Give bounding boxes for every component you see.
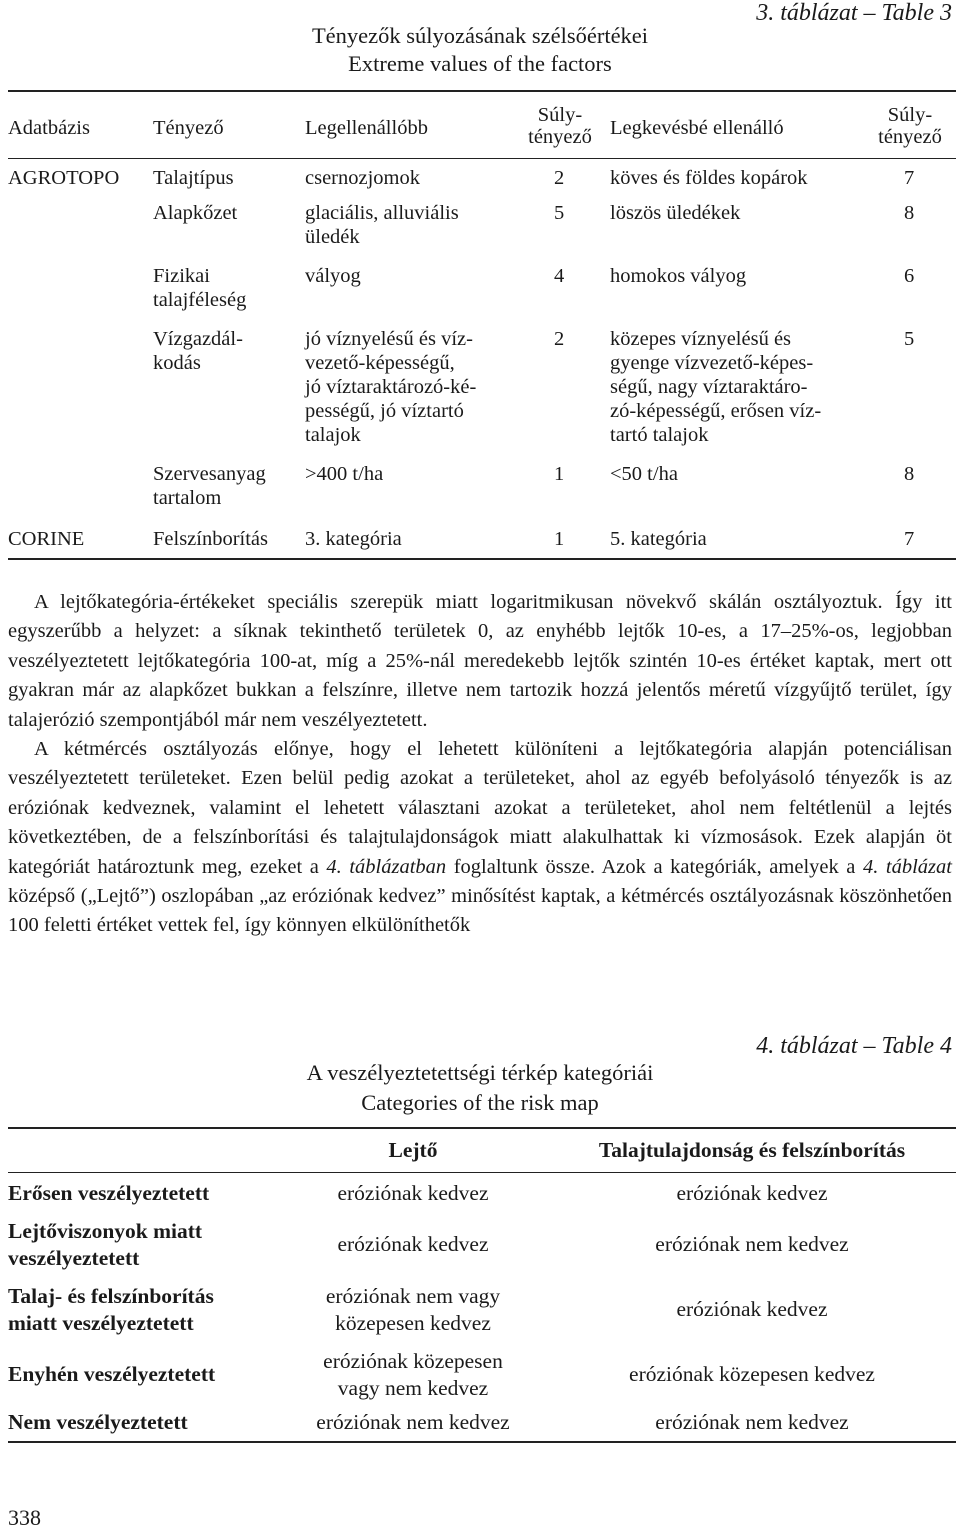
table-row-category: Lejtőviszonyok miatt veszélyeztetett — [8, 1219, 203, 1270]
table-row-weight2: 8 — [904, 463, 915, 485]
table-row-soil: eróziónak nem kedvez — [655, 1410, 849, 1434]
table-row-weight2: 7 — [904, 167, 915, 189]
table-row-worst: közepes víznyelésű és gyenge vízvezető-képes- ségű, nagy víztaraktáro- zó-képességű, erősen víz- tartó talajok — [610, 328, 822, 446]
table-row-best: jó víznyelésű és víz- vezető-képességű, jó víztaraktározó-ké- pességű, jó víztartó talajok — [305, 328, 477, 446]
header-database: Adatbázis — [8, 117, 90, 139]
table-row-slope: eróziónak nem kedvez — [316, 1410, 510, 1434]
table-row-best: csernozjomok — [305, 167, 420, 189]
table-row-factor: Alapkőzet — [153, 202, 238, 224]
table-row-best: vályog — [305, 265, 361, 287]
header-factor: Tényező — [153, 117, 224, 139]
table-row-soil: eróziónak nem kedvez — [655, 1232, 849, 1256]
body-text — [8, 588, 952, 941]
table-row-worst: <50 t/ha — [610, 463, 678, 485]
table4-top-rule — [8, 1127, 956, 1129]
table-row-worst: homokos vályog — [610, 265, 747, 287]
table4-header-rule — [8, 1172, 956, 1173]
table4-title-en: Categories of the risk map — [361, 1090, 599, 1115]
header-weight-2: Súly- tényező — [878, 104, 942, 148]
table-row-best: >400 t/ha — [305, 463, 384, 485]
table3-bottom-rule — [8, 558, 956, 560]
table3-title-en: Extreme values of the factors — [348, 51, 612, 76]
table-row-soil: eróziónak kedvez — [676, 1181, 828, 1205]
table-row-weight1: 5 — [554, 202, 565, 224]
table-row-factor: Felszínborítás — [153, 528, 269, 550]
table-row-category: Erősen veszélyeztetett — [8, 1181, 210, 1205]
table-row-weight1: 2 — [554, 167, 565, 189]
table4-title — [240, 1058, 720, 1118]
table-row-slope: eróziónak nem vagy közepesen kedvez — [325, 1284, 501, 1335]
table-row-weight1: 1 — [554, 463, 565, 485]
table-row-worst: 5. kategória — [610, 528, 707, 550]
paragraph-2: A kétmércés osztályozás előnye, hogy el lehetett különíteni a lejtőkategória alapján potenciálisan veszélyeztetett területeket. Ezen belül pedig azokat a területeket, ahol az egyéb befolyásoló tényezők is az eróziónak kedveznek, valamint el lehetett választani azokat a területeket, ahol nem feltétlenül a lejtés következtében, de a felszínborítási és talajtulajdonságok miatt alakulhattak ki vízmosások. Ezek alapján öt kategóriát határoztunk meg, ezeket a 4. táblázatban foglaltunk össze. Azok a kategóriák, amelyek a 4. táblázat középső („Lejtő”) oszlopában „az eróziónak kedvez” minősítést kaptak, a kétmércés osztályozásnak köszönhetően 100 feletti értéket vettek fel, így könnyen elkülöníthetők — [8, 738, 952, 937]
table-row-soil: eróziónak kedvez — [676, 1297, 828, 1321]
table-row-weight1: 1 — [554, 528, 565, 550]
table-row-weight1: 2 — [554, 328, 565, 350]
table3-title — [240, 22, 720, 78]
header-most-resistant: Legellenállóbb — [305, 117, 428, 139]
table-row-db: AGROTOPO — [8, 167, 120, 189]
table-row-category: Talaj- és felszínborítás miatt veszélyeztetett — [8, 1284, 214, 1335]
table3-title-hu: Tényezők súlyozásának szélsőértékei — [311, 23, 649, 48]
table-row-soil: eróziónak közepesen kedvez — [629, 1362, 875, 1386]
table-row-db: CORINE — [8, 528, 85, 550]
table-row-slope: eróziónak kedvez — [337, 1181, 489, 1205]
table-row-best: 3. kategória — [305, 528, 402, 550]
header-weight-1: Súly- tényező — [528, 104, 592, 148]
table-row-slope: eróziónak kedvez — [337, 1232, 489, 1256]
table-row-weight2: 7 — [904, 528, 915, 550]
table-row-factor: Vízgazdál- kodás — [153, 328, 243, 374]
table-row-weight2: 8 — [904, 202, 915, 224]
table3-header-rule — [8, 158, 956, 159]
table-row-weight2: 5 — [904, 328, 915, 350]
table3-top-rule — [8, 90, 956, 92]
table-row-weight2: 6 — [904, 265, 915, 287]
table-row-factor: Szervesanyag tartalom — [153, 463, 266, 509]
table-row-worst: löszös üledékek — [610, 202, 741, 224]
table4-bottom-rule — [8, 1441, 956, 1443]
header-slope: Lejtő — [388, 1138, 438, 1162]
page-number: 338 — [8, 1505, 41, 1530]
table4-title-hu: A veszélyeztetettségi térkép kategóriái — [306, 1060, 654, 1085]
table-row-factor: Talajtípus — [153, 167, 234, 189]
table4-reference: 4. táblázat — [862, 855, 952, 878]
table-row-worst: köves és földes kopárok — [610, 167, 808, 189]
table4-label: 4. táblázat – Table 4 — [756, 1033, 952, 1059]
header-least-resistant: Legkevésbé ellenálló — [610, 117, 784, 139]
table-row-weight1: 4 — [554, 265, 565, 287]
paragraph-1: A lejtőkategória-értékeket speciális szerepük miatt logaritmikusan növekvő skálán osztályoztuk. Így itt egyszerűbb a helyzet: a síknak tekinthető területek 0, az enyhébb lejtők 10-es, a 17–25%-os, legjobban veszélyeztetett lejtőkategória 100-at, míg a 25%-nál meredekebb lejtők szintén 10-es értéket kaptak, mert ott gyakran már az alapkőzet bukkan a felszínre, illetve nem tartozik hozzá jelentős méretű vízgyűjtő terület, így talajerózió szempontjából már nem veszélyeztetett. — [8, 591, 952, 731]
table-row-factor: Fizikai talajféleség — [153, 265, 247, 311]
table4-reference: 4. táblázatban — [326, 855, 447, 878]
table-row-best: glaciális, alluviális üledék — [305, 202, 459, 248]
header-soil: Talajtulajdonság és felszínborítás — [598, 1138, 906, 1162]
table-row-category: Enyhén veszélyeztetett — [8, 1362, 216, 1386]
table3-label: 3. táblázat – Table 3 — [756, 0, 952, 26]
table-row-slope: eróziónak közepesen vagy nem kedvez — [323, 1349, 503, 1400]
table-row-category: Nem veszélyeztetett — [8, 1410, 188, 1434]
